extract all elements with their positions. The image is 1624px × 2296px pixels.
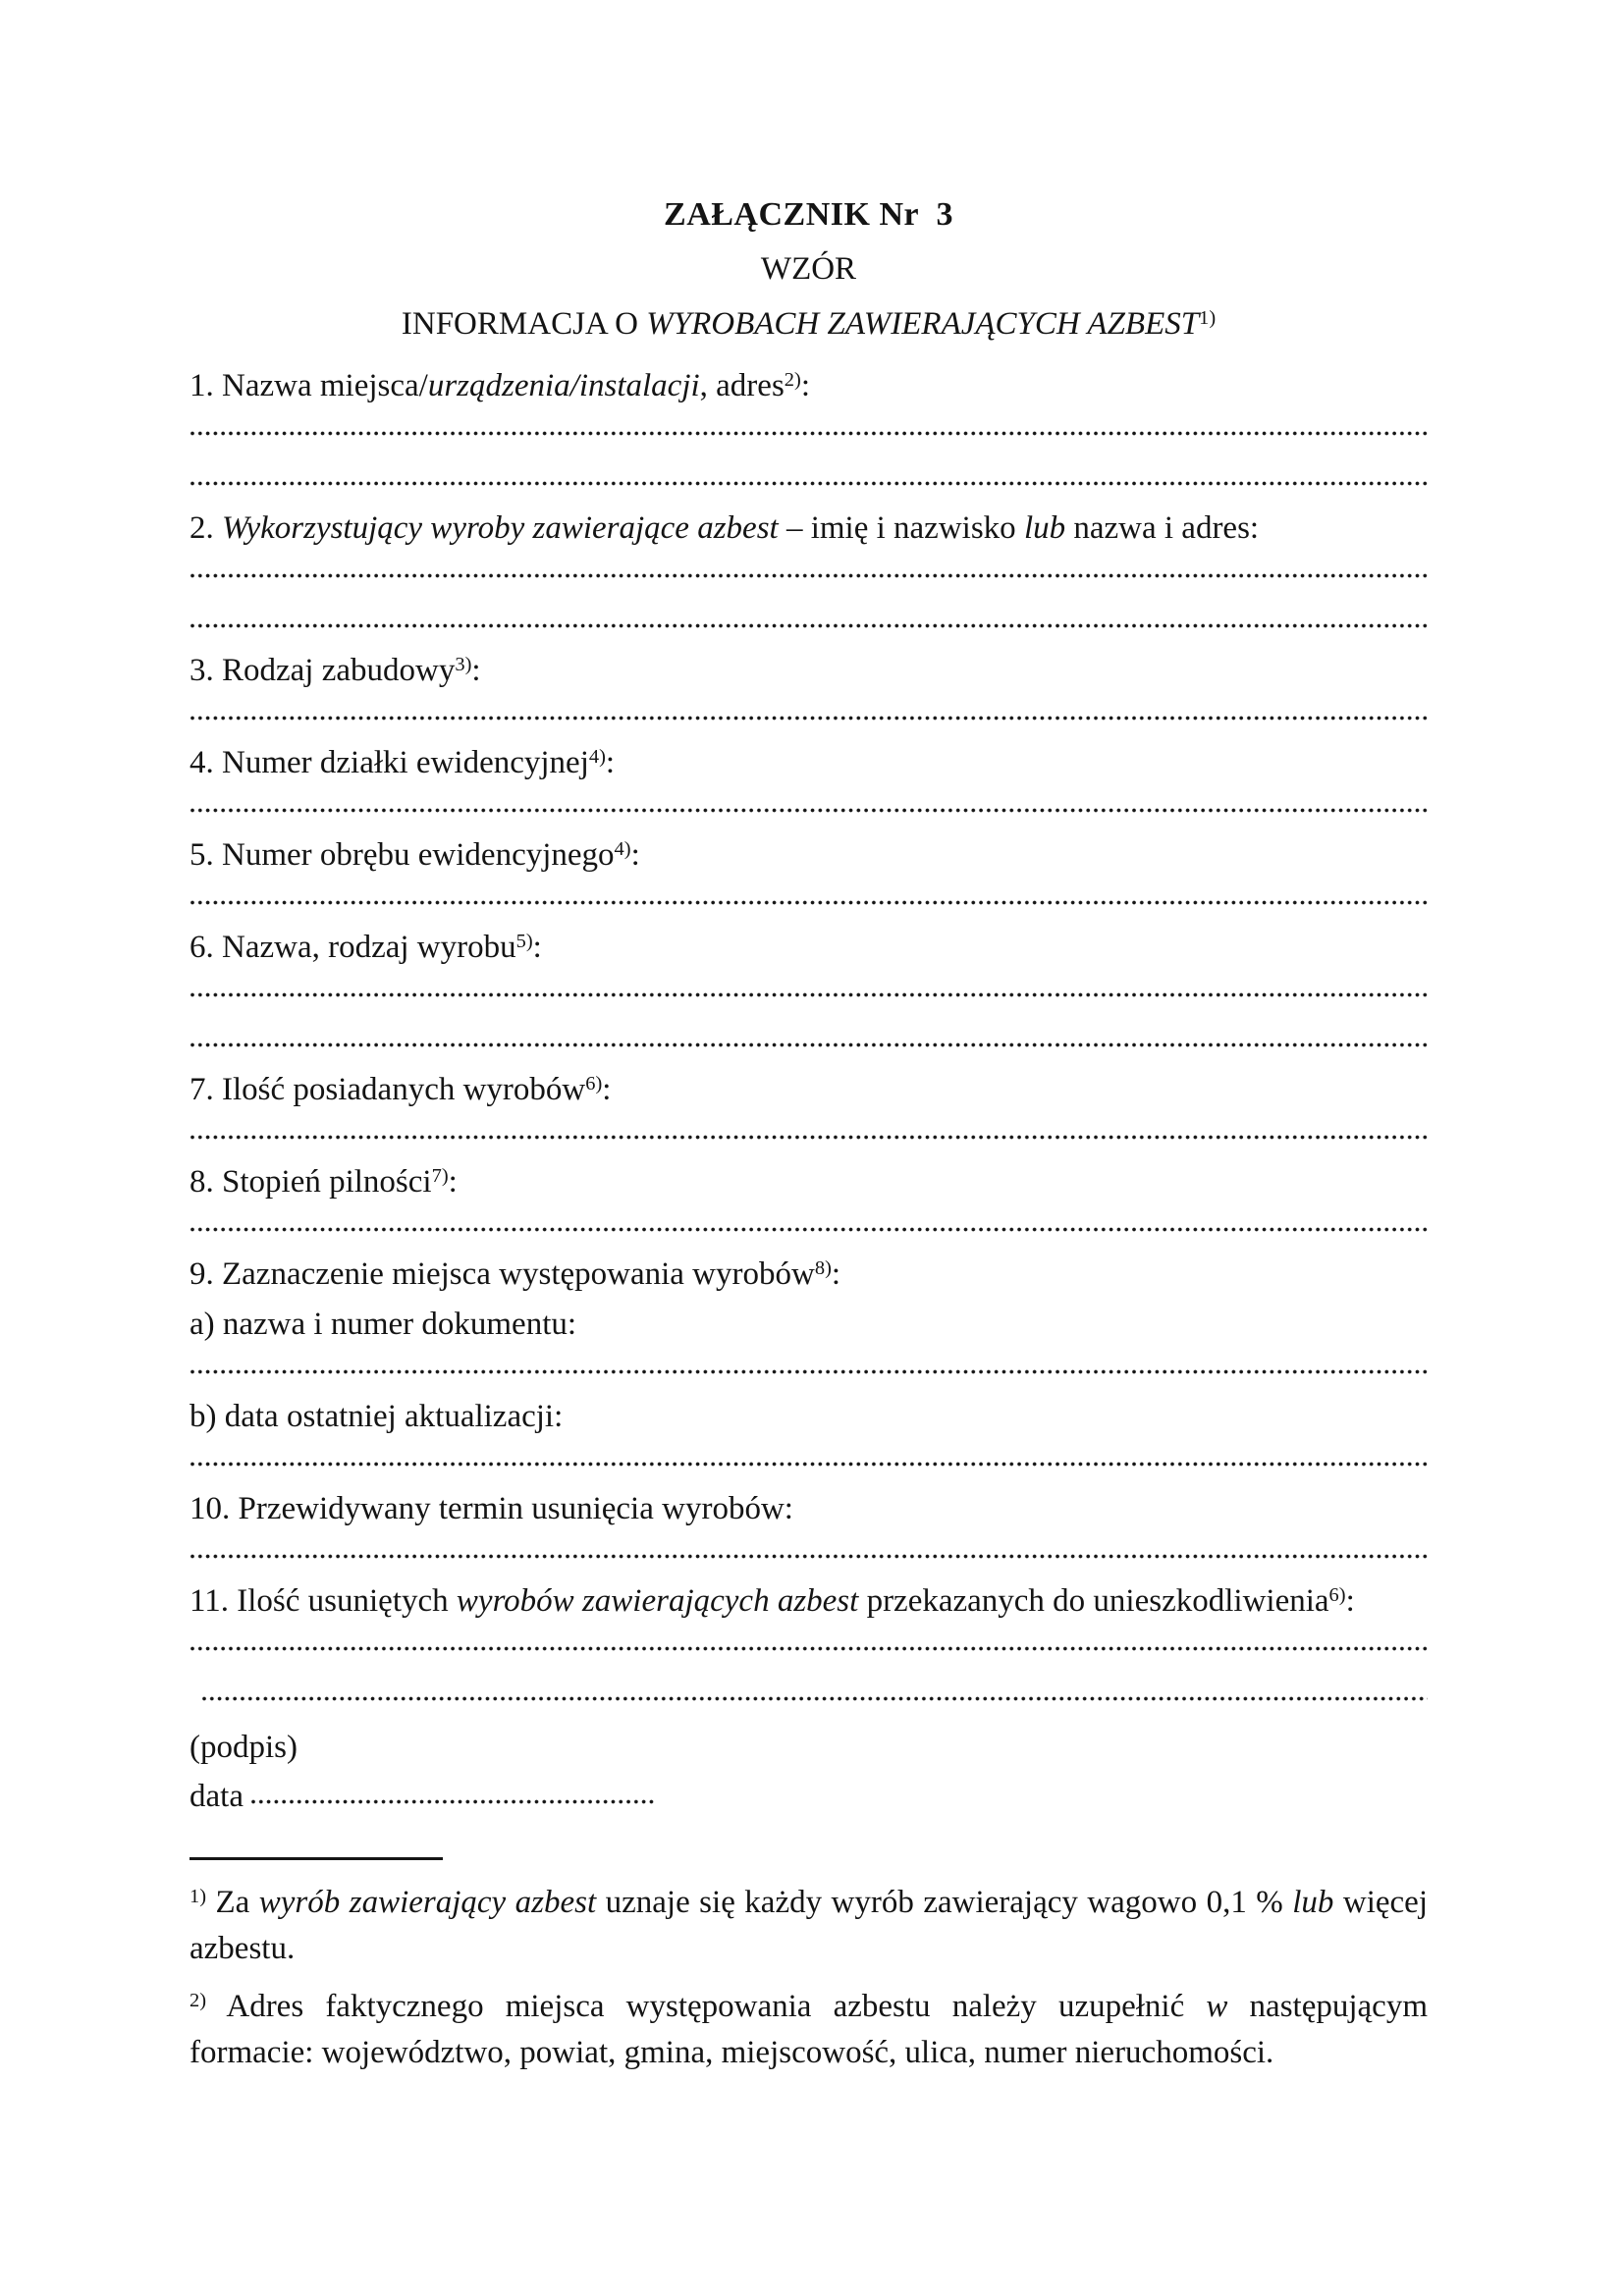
footnote-1: $^{1)}$ Za wyrób zawierający azbest uznaje się każdy wyrób zawierający wagowo 0,1 % lub więcej azbestu. xyxy=(189,1885,1428,1966)
answer-line xyxy=(189,806,1428,815)
answer-line xyxy=(189,1225,1428,1234)
document-header xyxy=(189,192,1428,346)
form-item-6 xyxy=(189,927,1428,1049)
form-item-1-label: 1. Nazwa miejsca/urządzenia/instalacji, adres$^{2)}$: xyxy=(189,368,810,403)
answer-line xyxy=(189,1644,1428,1653)
answer-line xyxy=(189,1367,1428,1376)
date-row xyxy=(189,1776,1428,1818)
form-item-9a-label: a) nazwa i numer dokumentu: xyxy=(189,1307,577,1342)
form-item-2 xyxy=(189,507,1428,630)
answer-line xyxy=(189,1552,1428,1561)
form-item-2-label: 2. Wykorzystujący wyroby zawierające azbest – imię i nazwisko lub nazwa i adres: xyxy=(189,510,1260,546)
attachment-title: ZAŁĄCZNIK Nr 3 xyxy=(664,196,953,233)
form-item-8 xyxy=(189,1161,1428,1234)
form-item-10 xyxy=(189,1488,1428,1561)
form-item-5-label: 5. Numer obrębu ewidencyjnego$^{4)}$: xyxy=(189,837,640,873)
answer-line xyxy=(189,429,1428,438)
footnote-separator xyxy=(189,1857,443,1860)
form-item-9a xyxy=(189,1304,1428,1376)
date-label: data xyxy=(189,1779,244,1814)
form-item-9-label: 9. Zaznaczenie miejsca występowania wyrobów$^{8)}$: xyxy=(189,1256,841,1292)
form-item-5 xyxy=(189,834,1428,907)
form-item-4 xyxy=(189,742,1428,815)
form-item-6-label: 6. Nazwa, rodzaj wyrobu$^{5)}$: xyxy=(189,930,542,965)
form-item-7 xyxy=(189,1069,1428,1142)
footnote-2: $^{2)}$ Adres faktycznego miejsca występowania azbestu należy uzupełnić w następującym formacie: województwo, powiat, gmina, miejscowość, ulica, numer nieruchomości. xyxy=(189,1989,1428,2070)
form-item-9b xyxy=(189,1396,1428,1468)
answer-line xyxy=(189,1460,1428,1468)
answer-line xyxy=(189,571,1428,580)
form-item-9 xyxy=(189,1254,1428,1296)
form-item-3 xyxy=(189,650,1428,722)
form-item-11-label: 11. Ilość usuniętych wyrobów zawierających azbest przekazanych do unieszkodliwienia$^{6)}$: xyxy=(189,1583,1355,1619)
form-item-4-label: 4. Numer działki ewidencyjnej$^{4)}$: xyxy=(189,745,616,780)
form-item-3-label: 3. Rodzaj zabudowy$^{3)}$: xyxy=(189,653,481,688)
form-item-9b-label: b) data ostatniej aktualizacji: xyxy=(189,1399,564,1434)
answer-line xyxy=(189,479,1428,488)
form-title: INFORMACJA O WYROBACH ZAWIERAJĄCYCH AZBEST$^{1)}$ xyxy=(401,306,1217,342)
answer-line xyxy=(189,714,1428,722)
form-item-7-label: 7. Ilość posiadanych wyrobów$^{6)}$: xyxy=(189,1072,612,1107)
answer-line xyxy=(189,1133,1428,1142)
answer-line xyxy=(201,1694,1428,1703)
form-item-1 xyxy=(189,365,1428,488)
answer-line xyxy=(189,621,1428,630)
signature-caption: (podpis) xyxy=(189,1730,298,1765)
template-subtitle: WZÓR xyxy=(760,251,857,287)
date-fill-line xyxy=(250,1797,655,1806)
form-body xyxy=(189,365,1428,1703)
form-item-8-label: 8. Stopień pilności$^{7)}$: xyxy=(189,1164,458,1200)
form-item-10-label: 10. Przewidywany termin usunięcia wyrobów: xyxy=(189,1491,793,1526)
answer-line xyxy=(189,1041,1428,1049)
form-item-11 xyxy=(189,1580,1428,1703)
answer-line xyxy=(189,898,1428,907)
signature-block xyxy=(189,1727,1428,1818)
answer-line xyxy=(189,990,1428,999)
